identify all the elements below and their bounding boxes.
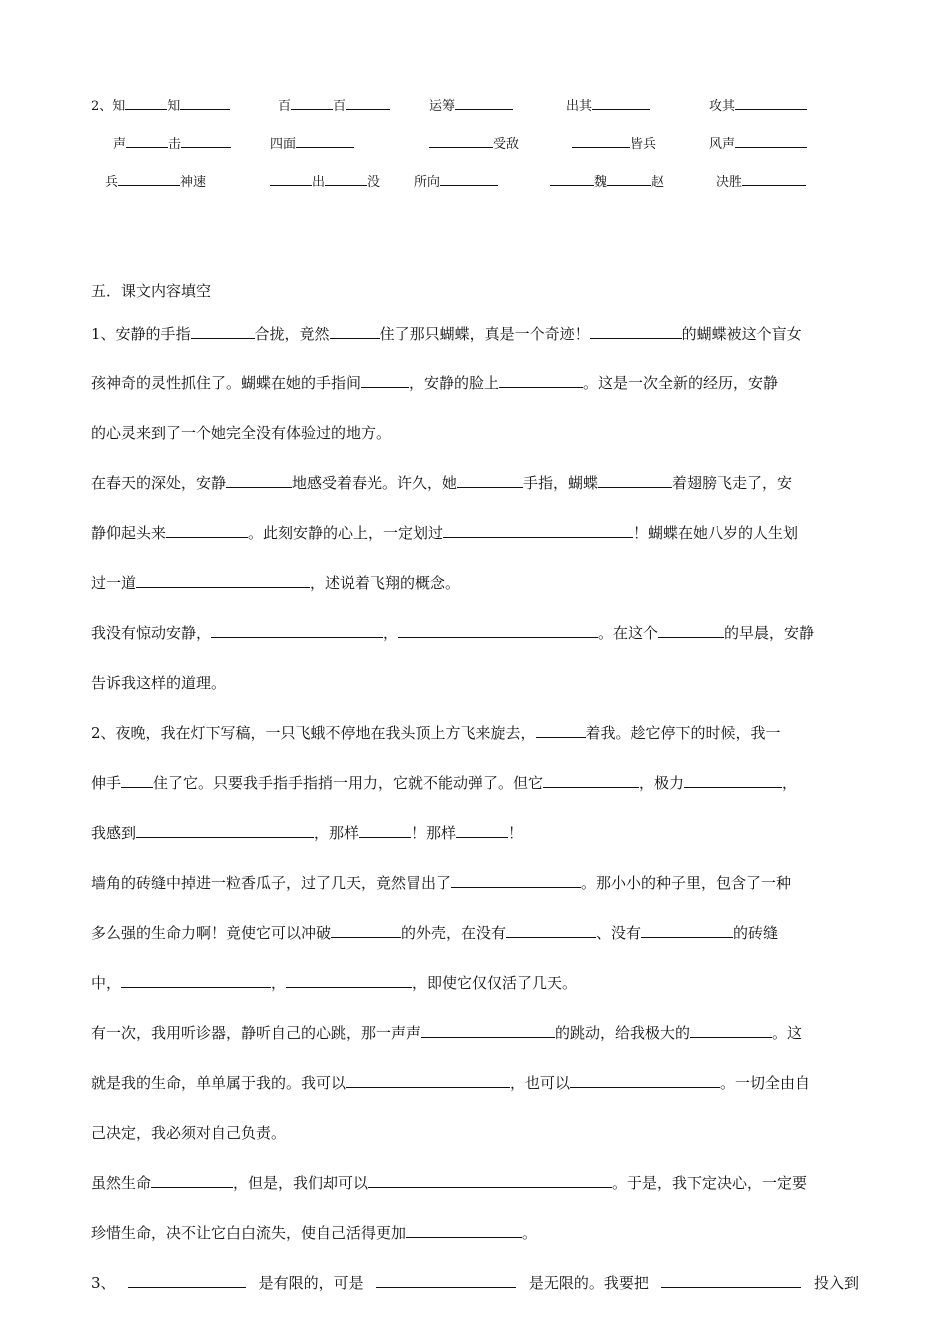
blank[interactable] — [128, 1272, 246, 1288]
blank[interactable] — [735, 96, 807, 110]
q1-line-4: 在春天的深处，安静 地感受着春光。许久，她 手指，蝴蝶 着翅膀飞走了，安 — [91, 474, 793, 492]
idiom-r3-c1: 兵 神速 — [105, 172, 206, 192]
blank[interactable] — [180, 96, 230, 110]
blank[interactable] — [684, 772, 782, 788]
blank[interactable] — [572, 134, 630, 148]
idiom-r1-c1: 2、知 知 — [91, 96, 230, 116]
blank[interactable] — [376, 1272, 516, 1288]
blank[interactable] — [598, 472, 672, 488]
q2-line-9: 己决定，我必须对自己负责。 — [91, 1124, 287, 1142]
idiom-r2-c5: 风声 — [709, 134, 807, 154]
blank[interactable] — [590, 323, 682, 339]
q2-line-3: 我感到 ，那样 ！那样 ！ — [91, 824, 524, 842]
idiom-r2-c1: 声 击 — [113, 134, 231, 154]
blank[interactable] — [661, 1272, 801, 1288]
blank[interactable] — [406, 1222, 522, 1238]
blank[interactable] — [136, 822, 314, 838]
blank[interactable] — [121, 972, 271, 988]
q2-line-8: 就是我的生命，单单属于我的。我可以 ，也可以 。一切全由自 — [91, 1074, 811, 1092]
blank[interactable] — [456, 822, 508, 838]
blank[interactable] — [429, 134, 493, 148]
q1-line-3: 的心灵来到了一个她完全没有体验过的地方。 — [91, 424, 392, 442]
idiom-r3-c4: 魏 赵 — [550, 172, 664, 192]
blank[interactable] — [325, 172, 367, 186]
q1-line-6: 过一道 ，述说着飞翔的概念。 — [91, 574, 461, 592]
blank[interactable] — [607, 172, 651, 186]
idiom-r3-c3: 所向 — [414, 172, 498, 192]
q2-line-7: 有一次，我用听诊器，静听自己的心跳，那一声声 的跳动，给我极大的 。这 — [91, 1024, 803, 1042]
blank[interactable] — [421, 1022, 555, 1038]
blank[interactable] — [286, 972, 412, 988]
q1-line-7: 我没有惊动安静， ， 。在这个 的早晨，安静 — [91, 624, 815, 642]
q2-line-1: 2、夜晚，我在灯下写稿，一只飞蛾不停地在我头顶上方飞来旋去， 着我。趁它停下的时候，我一 — [91, 724, 781, 742]
blank[interactable] — [191, 323, 255, 339]
q3-line-1: 3、 是有限的，可是 是无限的。我要把 投入到 — [91, 1274, 859, 1292]
blank[interactable] — [211, 622, 383, 638]
blank[interactable] — [331, 922, 401, 938]
blank[interactable] — [398, 622, 598, 638]
blank[interactable] — [330, 323, 380, 339]
blank[interactable] — [658, 622, 724, 638]
blank[interactable] — [499, 372, 583, 388]
section-title: 五．课文内容填空 — [91, 282, 212, 300]
blank[interactable] — [359, 822, 411, 838]
idiom-r3-c5: 决胜 — [716, 172, 806, 192]
blank[interactable] — [457, 472, 523, 488]
idiom-r1-c5: 攻其 — [709, 96, 807, 116]
blank[interactable] — [641, 922, 733, 938]
blank[interactable] — [368, 1172, 612, 1188]
blank[interactable] — [570, 1072, 720, 1088]
blank[interactable] — [270, 172, 312, 186]
blank[interactable] — [118, 172, 180, 186]
blank[interactable] — [296, 134, 354, 148]
blank[interactable] — [536, 722, 586, 738]
idiom-r1-c4: 出其 — [566, 96, 650, 116]
idiom-r3-c2: 出 没 — [270, 172, 380, 192]
q1-line-5: 静仰起头来 。此刻安静的心上，一定划过 ！蝴蝶在她八岁的人生划 — [91, 524, 799, 542]
idiom-r2-c3: 受敌 — [429, 134, 519, 154]
q2-line-11: 珍惜生命，决不让它白白流失，使自己活得更加 。 — [91, 1224, 538, 1242]
idiom-r2-c2: 四面 — [270, 134, 354, 154]
blank[interactable] — [735, 134, 807, 148]
blank[interactable] — [543, 772, 639, 788]
blank[interactable] — [690, 1022, 772, 1038]
q2-line-2: 伸手 住了它。只要我手指手指捎一用力，它就不能动弹了。但它 ，极力 ， — [91, 774, 798, 792]
q2-line-6: 中， ， ，即使它仅仅活了几天。 — [91, 974, 578, 992]
blank[interactable] — [346, 1072, 510, 1088]
q2-line-5: 多么强的生命力啊！竟使它可以冲破 的外壳，在没有 、没有 的砖缝 — [91, 924, 779, 942]
blank[interactable] — [506, 922, 596, 938]
blank[interactable] — [126, 134, 168, 148]
blank[interactable] — [451, 872, 581, 888]
blank[interactable] — [151, 1172, 233, 1188]
q1-line-8: 告诉我这样的道理。 — [91, 674, 227, 692]
idiom-r2-c4: 皆兵 — [572, 134, 656, 154]
blank[interactable] — [443, 522, 633, 538]
blank[interactable] — [125, 96, 167, 110]
blank[interactable] — [455, 96, 513, 110]
blank[interactable] — [592, 96, 650, 110]
q1-line-2: 孩神奇的灵性抓住了。蝴蝶在她的手指间 ，安静的脸上 。这是一次全新的经历，安静 — [91, 374, 779, 392]
blank[interactable] — [136, 572, 310, 588]
q2-line-4: 墙角的砖缝中掉进一粒香瓜子，过了几天，竟然冒出了 。那小小的种子里，包含了一种 — [91, 874, 792, 892]
blank[interactable] — [121, 772, 153, 788]
blank[interactable] — [346, 96, 390, 110]
blank[interactable] — [166, 522, 248, 538]
idiom-r1-c3: 运筹 — [429, 96, 513, 116]
blank[interactable] — [291, 96, 333, 110]
blank[interactable] — [440, 172, 498, 186]
q2-line-10: 虽然生命 ，但是，我们却可以 。于是，我下定决心，一定要 — [91, 1174, 808, 1192]
blank[interactable] — [226, 472, 292, 488]
blank[interactable] — [181, 134, 231, 148]
blank[interactable] — [742, 172, 806, 186]
blank[interactable] — [550, 172, 594, 186]
q1-line-1: 1、安静的手指 合拢，竟然 住了那只蝴蝶，真是一个奇迹！ 的蝴蝶被这个盲女 — [91, 325, 802, 343]
idiom-r1-c2: 百 百 — [278, 96, 390, 116]
blank[interactable] — [361, 372, 409, 388]
